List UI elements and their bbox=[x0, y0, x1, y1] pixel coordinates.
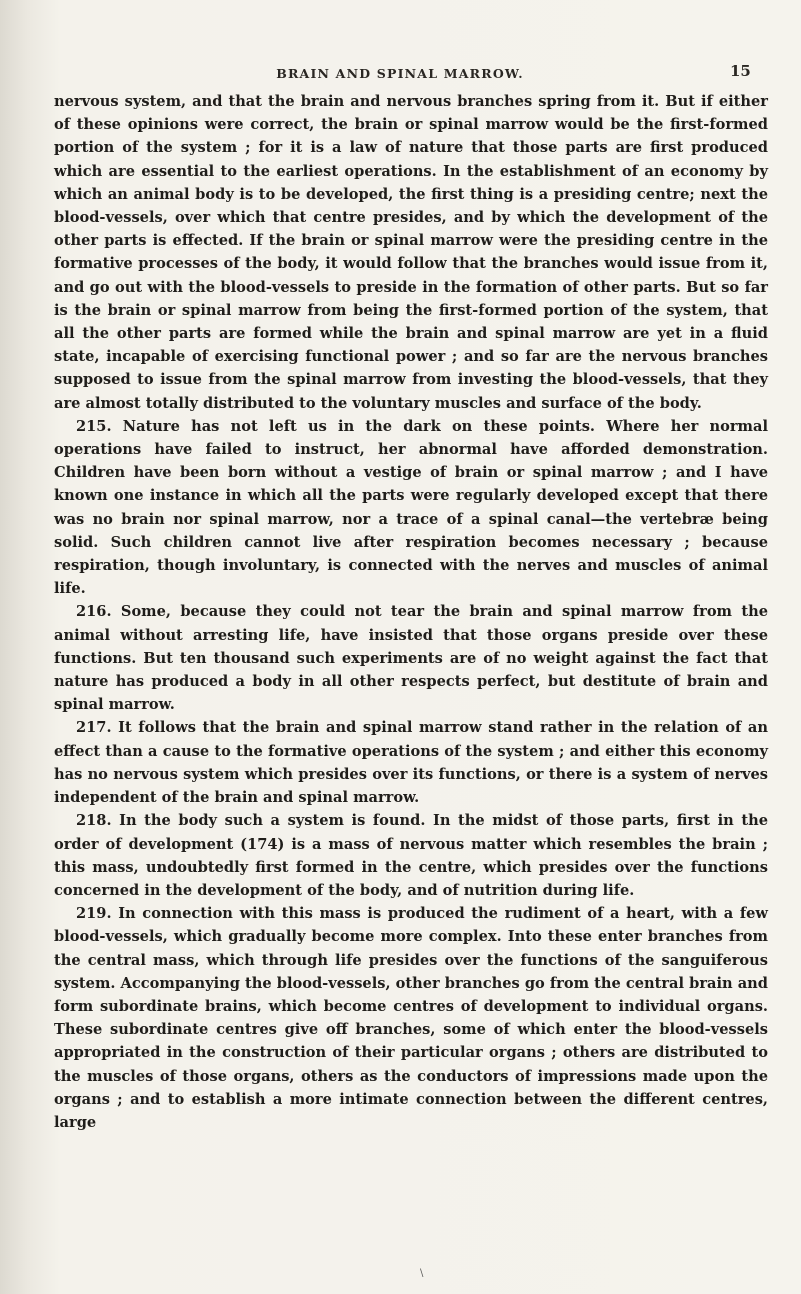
paragraph-217: 217. It follows that the brain and spinal marrow stand rather in the relation of an effect than a cause to the formative operations of the system ; and either this economy has no nervous system which presides over its functions, or there is a system of nerves independent of the brain and spinal marrow. bbox=[54, 719, 768, 807]
paragraph-215: 215. Nature has not left us in the dark on these points. Where her normal operations have failed to instruct, her abnormal have afforded demonstration. Children have been born without a vestige of brain or spinal marrow ; and I have known one instance in which all the parts were regularly developed except that there was no brain nor spinal marrow, nor a trace of a spinal canal—the vertebræ being solid. Such children cannot live after respiration becomes necessary ; because respiration, though involuntary, is connected with the nerves and muscles of animal life. bbox=[54, 417, 768, 598]
paragraph-219: 219. In connection with this mass is produced the rudiment of a heart, with a few blood-vessels, which gradually become more complex. Into these enter branches from the central mass, which through life presides over the functions of the sanguiferous system. Accompanying the blood-vessels, other branches go from the central brain and form subordinate brains, which become centres of development to individual organs. These subordinate centres give off branches, some of which enter the blood-vessels appropriated in the construction of their particular organs ; others are distributed to the muscles of those organs, others as the conductors of impressions made upon the organs ; and to establish a more intimate connection between the different centres, large bbox=[54, 905, 768, 1131]
running-head-title: BRAIN AND SPINAL MARROW. bbox=[276, 66, 524, 81]
page-number: 15 bbox=[730, 62, 751, 80]
paragraph-216: 216. Some, because they could not tear the brain and spinal marrow from the animal without arresting life, have insisted that those organs preside over these functions. But ten thousand such experiments are of no weight against the fact that nature has produced a body in all other respects perfect, but destitute of brain and spinal marrow. bbox=[54, 603, 768, 714]
paragraph-continued: nervous system, and that the brain and nervous branches spring from it. But if either of these opinions were correct, the brain or spinal marrow would be the first-formed portion of the system ; for it is a law of nature that those parts are first produced which are essential to the earliest operations. In the establishment of an economy by which an animal body is to be developed, the first thing is a presiding centre; next the blood-vessels, over which that centre presides, and by which the development of the other parts is effected. If the brain or spinal marrow were the presiding centre in the formative processes of the body, it would follow that the branches would issue from it, and go out with the blood-vessels to preside in the formation of other parts. But so far is the brain or spinal marrow from being the first-formed portion of the system, that all the other parts are formed while the brain and spinal marrow are yet in a fluid state, incapable of exercising functional power ; and so far are the nervous branches supposed to issue from the spinal marrow from investing the blood-vessels, that they are almost totally distributed to the voluntary muscles and surface of the body. bbox=[54, 93, 768, 412]
paragraph-218: 218. In the body such a system is found. In the midst of those parts, first in the order of development (174) is a mass of nervous matter which resembles the brain ; this mass, undoubtedly first formed in the centre, which presides over the functions concerned in the development of the body, and of nutrition during life. bbox=[54, 812, 768, 899]
body-text bbox=[54, 90, 768, 1134]
footer-mark: \ bbox=[420, 1268, 424, 1279]
